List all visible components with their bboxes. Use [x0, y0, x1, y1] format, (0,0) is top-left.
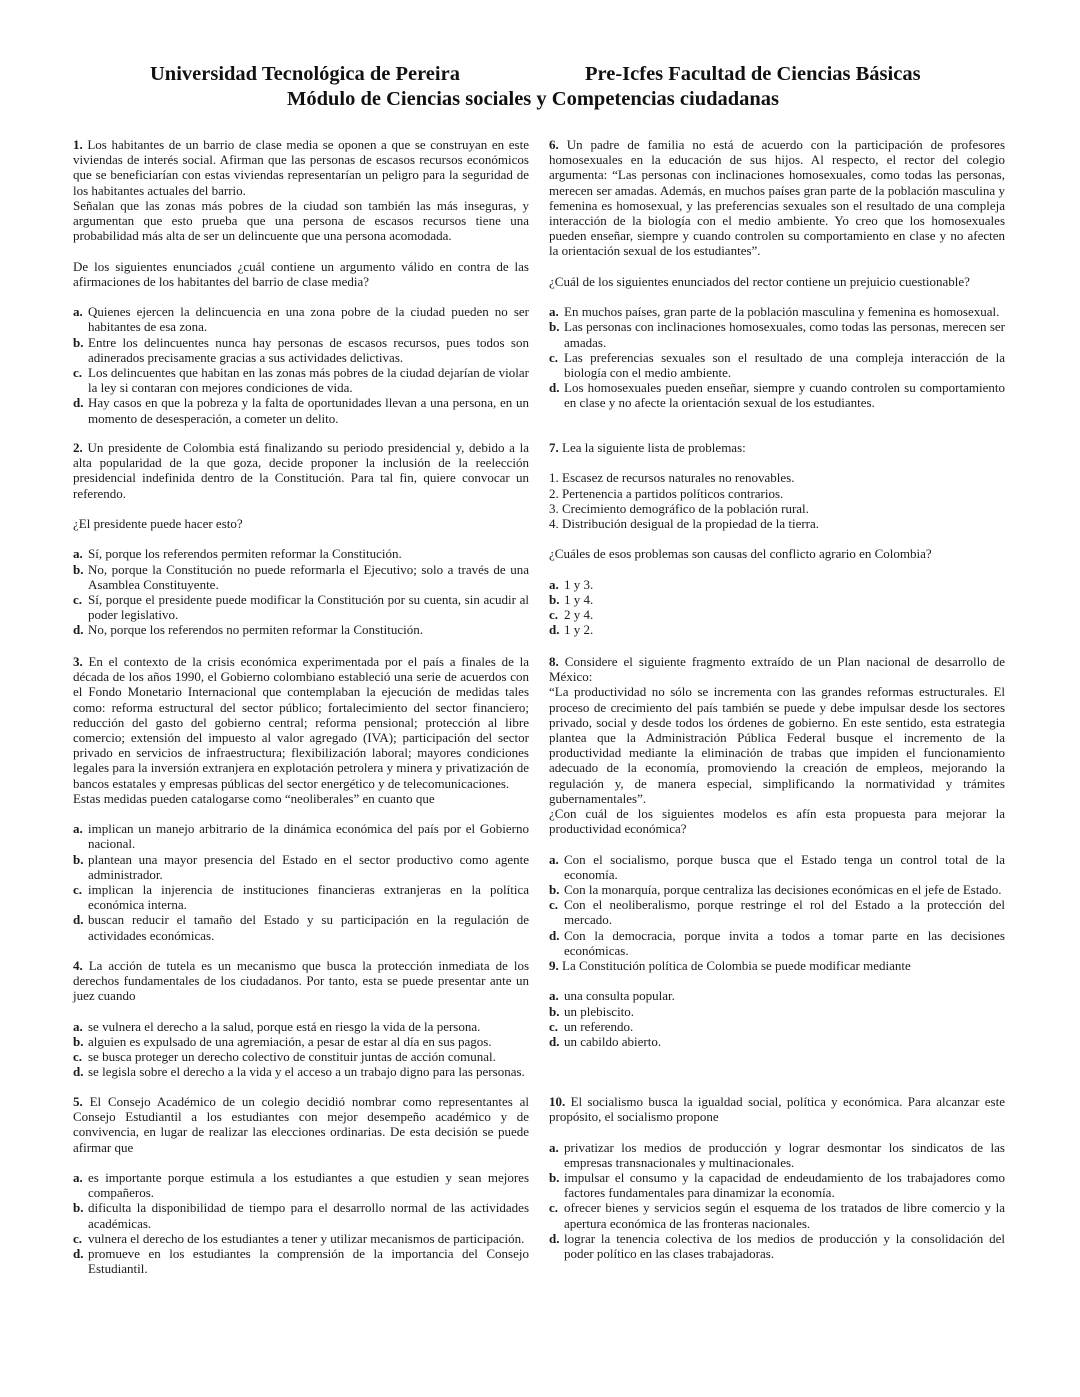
option-text: En muchos países, gran parte de la población masculina y femenina es homosexual.	[564, 304, 1000, 320]
question-5	[73, 1094, 529, 1276]
option-text: dificulta la disponibilidad de tiempo para el desarrollo normal de las actividades académicas.	[88, 1200, 529, 1231]
option-text: Las personas con inclinaciones homosexuales, como todas las personas, merecen ser amadas.	[564, 319, 1005, 350]
answer-option-c	[549, 607, 1005, 622]
answer-options	[549, 852, 1005, 958]
option-letter: b.	[73, 561, 84, 577]
question-number: 5.	[73, 1094, 83, 1109]
question-section	[549, 274, 1005, 289]
option-letter: a.	[73, 546, 83, 562]
paragraph-text: Los habitantes de un barrio de clase media se oponen a que se construyan en este viviendas de interés social. Afirman que las personas de escasos recursos económicos que se beneficiarían con estas viviendas representarían un peligro para la seguridad de los habitantes actuales del barrio.	[73, 137, 529, 198]
answer-option-d	[73, 1064, 529, 1079]
option-letter: d.	[73, 1246, 84, 1262]
answer-option-c	[549, 1200, 1005, 1230]
paragraph-text: El socialismo busca la igualdad social, política y económica. Para alcanzar este propósito, el socialismo propone	[549, 1094, 1006, 1125]
question-section	[73, 1094, 529, 1155]
question-number: 2.	[73, 440, 83, 455]
option-letter: a.	[549, 988, 559, 1004]
answer-option-d	[549, 622, 1005, 637]
answer-option-b	[73, 562, 529, 592]
option-text: Los delincuentes que habitan en las zonas más pobres de la ciudad dejarían de violar la ley si contaran con mejores condiciones de vida.	[88, 365, 529, 396]
option-text: un plebiscito.	[564, 1003, 635, 1019]
answer-option-a	[73, 1170, 529, 1200]
option-text: Los homosexuales pueden enseñar, siempre y cuando controlen su comportamiento en clase y no afecte la orientación sexual de los estudiantes.	[564, 380, 1005, 411]
paragraph-text: De los siguientes enunciados ¿cuál contiene un argumento válido en contra de las afirmaciones de los habitantes del barrio de clase media?	[73, 258, 529, 289]
question-text	[549, 684, 1005, 806]
answer-option-a	[549, 304, 1005, 319]
paragraph-text: El Consejo Académico de un colegio decidió nombrar como representantes al Consejo Estudiantil a los estudiantes con mejor desempeño académico y de convivencia, en lugar de realizar las elecciones ordinarias. De esta decisión se puede afirmar que	[73, 1094, 530, 1155]
question-section	[73, 654, 529, 806]
question-text	[549, 486, 1005, 501]
question-text	[549, 470, 1005, 485]
option-letter: d.	[549, 1230, 560, 1246]
option-letter: c.	[549, 1018, 559, 1034]
option-text: promueve en los estudiantes la comprensión de la importancia del Consejo Estudiantil.	[88, 1246, 529, 1277]
option-letter: c.	[73, 1230, 83, 1246]
answer-option-b	[549, 1170, 1005, 1200]
paragraph-text: ¿Con cuál de los siguientes modelos es afín esta propuesta para mejorar la productividad económica?	[549, 806, 1005, 837]
paragraph-text: La acción de tutela es un mecanismo que busca la protección inmediata de los derechos fundamentales de los ciudadanos. Por tanto, esta se puede presentar ante un juez cuando	[73, 958, 529, 1004]
option-letter: b.	[73, 851, 84, 867]
option-text: Sí, porque el presidente puede modificar la Constitución por su cuenta, sin acudir al poder legislativo.	[88, 592, 529, 623]
question-number: 1.	[73, 137, 83, 152]
option-text: 1 y 2.	[564, 622, 594, 638]
answer-option-b	[549, 882, 1005, 897]
question-section	[549, 470, 1005, 531]
question-2	[73, 440, 529, 638]
answer-option-a	[549, 852, 1005, 882]
option-text: 1 y 4.	[564, 591, 594, 607]
option-text: plantean una mayor presencia del Estado en el sector productivo como agente administrador.	[88, 851, 529, 882]
option-text: se busca proteger un derecho colectivo de constituir juntas de acción comunal.	[88, 1049, 496, 1065]
answer-option-c	[549, 350, 1005, 380]
question-number: 9.	[549, 958, 559, 973]
paragraph-text: La Constitución política de Colombia se puede modificar mediante	[562, 958, 911, 973]
question-number: 6.	[549, 137, 559, 152]
answer-option-d	[73, 912, 529, 942]
question-section	[549, 440, 1005, 455]
question-6	[549, 137, 1005, 411]
answer-option-d	[73, 622, 529, 637]
option-text: No, porque los referendos no permiten reformar la Constitución.	[88, 622, 424, 638]
option-letter: b.	[549, 882, 560, 898]
paragraph-text: “La productividad no sólo se incrementa con las grandes reformas estructurales. El proceso de crecimiento del país también se puede y debe impulsar desde los sectores privado, social y desde todos los órdenes de gobierno. En este sentido, esta estrategia plantea que la Administración Pública Federal busque el incremento de la productividad mediante la eliminación de trabas que impiden el funcionamiento adecuado de la economía, promoviendo la creación de empleos, mejorando la regulación y, de manera especial, simplificando la normatividad y trámites gubernamentales”.	[549, 684, 1005, 806]
question-section	[73, 440, 529, 501]
question-9	[549, 958, 1005, 1049]
question-section	[549, 958, 1005, 973]
question-4	[73, 958, 529, 1080]
question-10	[549, 1094, 1005, 1261]
question-stem	[73, 1094, 529, 1155]
option-text: se vulnera el derecho a la salud, porque está en riesgo la vida de la persona.	[88, 1018, 481, 1034]
question-text	[549, 501, 1005, 516]
option-letter: c.	[549, 1200, 559, 1216]
question-section	[549, 1094, 1005, 1124]
option-letter: d.	[73, 1064, 84, 1080]
answer-options	[549, 988, 1005, 1049]
question-number: 10.	[549, 1094, 566, 1109]
answer-options	[73, 546, 529, 637]
option-text: Sí, porque los referendos permiten reformar la Constitución.	[88, 546, 402, 562]
option-text: impulsar el consumo y la capacidad de endeudamiento de los trabajadores como factores fundamentales para dinamizar la economía.	[564, 1170, 1005, 1201]
answer-option-c	[549, 1019, 1005, 1034]
paragraph-text: Señalan que las zonas más pobres de la ciudad son también las más inseguras, y argumentan que esto prueba que una persona de escasos recursos tiene una probabilidad más alta de ser un delincuente que una persona acomodada.	[73, 197, 529, 244]
answer-option-d	[549, 928, 1005, 958]
option-text: lograr la tenencia colectiva de los medios de producción y la consolidación del poder político en las clases trabajadoras.	[564, 1230, 1005, 1262]
option-letter: d.	[549, 622, 560, 638]
option-letter: d.	[549, 927, 560, 943]
answer-option-c	[73, 592, 529, 622]
option-text: una consulta popular.	[564, 988, 675, 1004]
option-letter: a.	[549, 576, 559, 592]
question-stem	[549, 440, 1005, 455]
answer-option-a	[549, 577, 1005, 592]
option-text: 2 y 4.	[564, 607, 594, 623]
module-title: Módulo de Ciencias sociales y Competencias ciudadanas	[287, 88, 780, 110]
answer-options	[73, 304, 529, 426]
paragraph-text: 1. Escasez de recursos naturales no renovables.	[549, 470, 795, 486]
option-letter: b.	[549, 1170, 560, 1185]
option-text: privatizar los medios de producción y lograr desmontar los sindicatos de las empresas transnacionales y multinacionales.	[564, 1139, 1005, 1170]
option-letter: a.	[73, 821, 83, 837]
answer-option-a	[549, 1140, 1005, 1170]
option-letter: c.	[73, 1049, 83, 1065]
answer-option-d	[73, 1246, 529, 1276]
answer-option-c	[73, 365, 529, 395]
faculty-title: Pre-Icfes Facultad de Ciencias Básicas	[585, 63, 921, 85]
option-text: Con la monarquía, porque centraliza las decisiones económicas en el jefe de Estado.	[564, 882, 1002, 898]
paragraph-text: Lea la siguiente lista de problemas:	[562, 440, 746, 455]
paragraph-text: Un padre de familia no está de acuerdo con la participación de profesores homosexuales en la educación de sus hijos. Al respecto, el rector del colegio argumenta: “Las personas con inclinaciones homosexuales, como todas las personas, merecen ser amadas. Además, en muchos países gran parte de la población masculina y femenina es homosexual, y las preferencias sexuales son el resultado de una compleja interacción de la biología con el medio ambiente. Yo creo que los homosexuales pueden enseñar, siempre y cuando controlen su comportamiento en clase y no afecten la orientación sexual de los estudiantes”.	[549, 137, 1005, 259]
option-letter: d.	[549, 380, 560, 396]
option-text: buscan reducir el tamaño del Estado y su participación en la regulación de actividades económicas.	[88, 912, 529, 943]
option-text: Las preferencias sexuales son el resultado de una compleja interacción de la biología con el medio ambiente.	[564, 349, 1005, 381]
option-letter: b.	[73, 334, 84, 350]
paragraph-text: ¿El presidente puede hacer esto?	[73, 516, 243, 531]
question-number: 4.	[73, 958, 83, 973]
option-letter: b.	[73, 1034, 84, 1049]
option-text: vulnera el derecho de los estudiantes a tener y utilizar mecanismos de participación.	[88, 1230, 525, 1246]
answer-option-c	[73, 1231, 529, 1246]
option-text: implican un manejo arbitrario de la dinámica económica del país por el Gobierno nacional.	[88, 821, 529, 852]
paragraph-text: ¿Cuál de los siguientes enunciados del rector contiene un prejuicio cuestionable?	[549, 273, 970, 289]
answer-option-a	[549, 988, 1005, 1003]
answer-option-c	[73, 1049, 529, 1064]
paragraph-text: 4. Distribución desigual de la propiedad de la tierra.	[549, 516, 820, 531]
option-letter: c.	[73, 365, 83, 381]
option-letter: d.	[73, 622, 84, 638]
option-text: Con el neoliberalismo, porque restringe el rol del Estado a la protección del mercado.	[564, 897, 1005, 928]
question-stem	[549, 654, 1005, 684]
option-letter: a.	[549, 1139, 559, 1155]
question-3	[73, 654, 529, 943]
question-section	[549, 654, 1005, 836]
paragraph-text: Considere el siguiente fragmento extraído de un Plan nacional de desarrollo de México:	[549, 654, 1006, 685]
question-8	[549, 654, 1005, 958]
option-letter: a.	[549, 851, 559, 867]
answer-option-d	[73, 395, 529, 425]
question-1	[73, 137, 529, 426]
question-section	[73, 259, 529, 289]
paragraph-text: ¿Cuáles de esos problemas son causas del conflicto agrario en Colombia?	[549, 546, 932, 562]
option-letter: c.	[549, 897, 559, 913]
answer-option-a	[73, 821, 529, 851]
option-text: Quienes ejercen la delincuencia en una zona pobre de la ciudad pueden no ser habitantes de esa zona.	[88, 304, 529, 335]
option-text: Hay casos en que la pobreza y la falta de oportunidades llevan a una persona, en un momento de desesperación, a cometer un delito.	[88, 395, 529, 426]
question-text	[73, 516, 529, 531]
answer-options	[549, 1140, 1005, 1262]
answer-option-b	[73, 1200, 529, 1230]
paragraph-text: Un presidente de Colombia está finalizando su periodo presidencial y, debido a la alta popularidad de la que goza, decide proponer la inclusión de la reelección presidencial indefinida dentro de la Constitución. Para tal fin, quiere convocar un referendo.	[73, 440, 530, 501]
answer-option-b	[549, 1004, 1005, 1019]
question-number: 8.	[549, 654, 559, 669]
question-section	[549, 546, 1005, 561]
question-number: 3.	[73, 654, 83, 669]
answer-options	[73, 1170, 529, 1276]
question-section	[73, 958, 529, 1004]
question-stem	[73, 440, 529, 501]
answer-options	[73, 1019, 529, 1080]
option-text: se legisla sobre el derecho a la vida y el acceso a un trabajo digno para las personas.	[88, 1064, 525, 1080]
answer-option-d	[549, 380, 1005, 410]
option-letter: b.	[549, 591, 560, 607]
answer-option-d	[549, 1034, 1005, 1049]
option-text: ofrecer bienes y servicios según el esquema de los tratados de libre comercio y la apertura económica de las fronteras nacionales.	[564, 1200, 1005, 1231]
option-text: 1 y 3.	[564, 576, 594, 592]
answer-options	[549, 577, 1005, 638]
option-text: Con el socialismo, porque busca que el Estado tenga un control total de la economía.	[564, 851, 1005, 882]
question-text	[549, 274, 1005, 289]
option-letter: a.	[549, 304, 559, 320]
answer-options	[549, 304, 1005, 410]
answer-option-b	[549, 319, 1005, 349]
question-section	[73, 137, 529, 243]
option-letter: d.	[73, 395, 84, 411]
option-text: es importante porque estimula a los estudiantes a que estudien y sean mejores compañeros.	[88, 1170, 529, 1201]
answer-option-b	[73, 335, 529, 365]
question-7	[549, 440, 1005, 638]
option-text: un cabildo abierto.	[564, 1034, 662, 1049]
question-stem	[549, 137, 1005, 259]
option-letter: d.	[549, 1034, 560, 1049]
option-letter: c.	[73, 592, 83, 607]
option-text: alguien es expulsado de una agremiación, a pesar de estar al día en sus pagos.	[88, 1034, 492, 1049]
question-stem	[549, 958, 1005, 973]
question-text	[549, 516, 1005, 531]
option-text: Entre los delincuentes nunca hay personas de escasos recursos, pues todos son adinerados precisamente gracias a sus actividades delictivas.	[88, 334, 529, 365]
option-letter: c.	[549, 349, 559, 365]
question-text	[549, 546, 1005, 561]
answer-option-a	[73, 1019, 529, 1034]
question-stem	[549, 1094, 1005, 1124]
option-letter: b.	[549, 1003, 560, 1019]
answer-option-b	[73, 1034, 529, 1049]
university-title: Universidad Tecnológica de Pereira	[150, 63, 460, 85]
answer-options	[73, 821, 529, 943]
answer-option-c	[73, 882, 529, 912]
question-stem	[73, 654, 529, 791]
question-section	[549, 137, 1005, 259]
question-text	[73, 791, 529, 806]
question-text	[549, 806, 1005, 836]
option-letter: d.	[73, 912, 84, 928]
answer-option-a	[73, 304, 529, 334]
question-text	[73, 198, 529, 244]
option-text: implican la injerencia de instituciones financieras extranjeras en la política económica interna.	[88, 882, 529, 913]
option-letter: a.	[73, 304, 83, 320]
paragraph-text: Estas medidas pueden catalogarse como “neoliberales” en cuanto que	[73, 790, 435, 806]
paragraph-text: 3. Crecimiento demográfico de la población rural.	[549, 500, 809, 516]
option-text: No, porque la Constitución no puede reformarla el Ejecutivo; solo a través de una Asamblea Constituyente.	[88, 561, 529, 592]
option-letter: c.	[73, 882, 83, 898]
option-letter: b.	[73, 1200, 84, 1216]
answer-option-b	[73, 852, 529, 882]
option-text: un referendo.	[564, 1018, 634, 1034]
answer-option-a	[73, 546, 529, 561]
question-section	[73, 516, 529, 531]
answer-option-b	[549, 592, 1005, 607]
answer-option-c	[549, 897, 1005, 927]
option-text: Con la democracia, porque invita a todos a tomar parte en las decisiones económicas.	[564, 927, 1005, 958]
question-stem	[73, 137, 529, 198]
option-letter: a.	[73, 1170, 83, 1185]
question-stem	[73, 958, 529, 1004]
paragraph-text: En el contexto de la crisis económica experimentada por el país a finales de la década de los años 1990, el Gobierno colombiano estableció una serie de acuerdos con el Fondo Monetario Internacional que contemplaban la ejecución de medidas tales como: reforma estructural del sector público; fortalecimiento del sector financiero; reducción del gasto del gobierno central; reforma pensional; protección al libre comercio; extensión del impuesto al valor agregado (IVA); participación del sector privado en servicios de infraestructura; flexibilización laboral; mayores condiciones legales para la inversión extranjera en explotación petrolera y minera y privatización de bancos estatales y empresas públicas del sector energético y de telecomunicaciones.	[73, 654, 529, 791]
question-text	[73, 259, 529, 289]
option-letter: c.	[549, 607, 559, 623]
option-letter: a.	[73, 1018, 83, 1034]
option-letter: b.	[549, 319, 560, 335]
answer-option-d	[549, 1231, 1005, 1261]
question-number: 7.	[549, 440, 559, 455]
paragraph-text: 2. Pertenencia a partidos políticos contrarios.	[549, 485, 784, 501]
